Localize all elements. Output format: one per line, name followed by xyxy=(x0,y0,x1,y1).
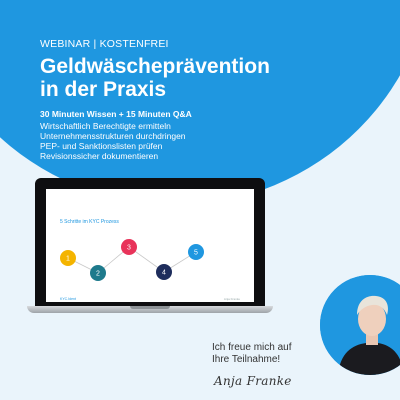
step-5-label: 5 xyxy=(194,249,198,257)
slide-footer: Anja Franke xyxy=(223,297,240,301)
presenter-photo xyxy=(320,275,400,375)
laptop-screen-frame xyxy=(35,178,265,306)
page-title xyxy=(40,55,360,101)
slide-preview xyxy=(46,189,254,302)
invite-line-2: Ihre Teilnahme! xyxy=(212,354,281,365)
header-block xyxy=(40,38,360,161)
kyc-steps-diagram xyxy=(46,189,254,302)
step-3-label: 3 xyxy=(127,244,131,252)
title-line-2: in der Praxis xyxy=(40,78,167,101)
step-4-label: 4 xyxy=(162,269,166,277)
step-1-label: 1 xyxy=(66,255,70,263)
step-3-node xyxy=(121,239,137,255)
topic-item: PEP- und Sanktionslisten prüfen xyxy=(40,141,163,151)
slide-logo: KYC.Ident xyxy=(60,297,76,301)
presenter-avatar-icon xyxy=(320,275,400,375)
invite-line-1: Ich freue mich auf xyxy=(212,342,292,353)
step-5-node xyxy=(188,244,204,260)
topic-item: Wirtschaftlich Berechtigte ermitteln xyxy=(40,121,171,131)
topic-item: Unternehmensstrukturen durchdringen xyxy=(40,131,186,141)
slide-title: 5 Schritte im KYC Prozess xyxy=(60,219,119,225)
step-1-node xyxy=(60,250,76,266)
presenter-signature: Anja Franke xyxy=(214,374,292,388)
step-4-node xyxy=(156,264,172,280)
topic-list xyxy=(40,121,360,161)
topic-item: Revisionssicher dokumentieren xyxy=(40,151,159,161)
laptop-notch xyxy=(130,306,170,309)
step-2-label: 2 xyxy=(96,270,100,278)
subtitle: 30 Minuten Wissen + 15 Minuten Q&A xyxy=(40,109,192,119)
invite-text xyxy=(212,342,291,366)
eyebrow-label: WEBINAR | KOSTENFREI xyxy=(40,38,169,50)
step-2-node xyxy=(90,265,106,281)
title-line-1: Geldwäscheprävention xyxy=(40,55,270,78)
